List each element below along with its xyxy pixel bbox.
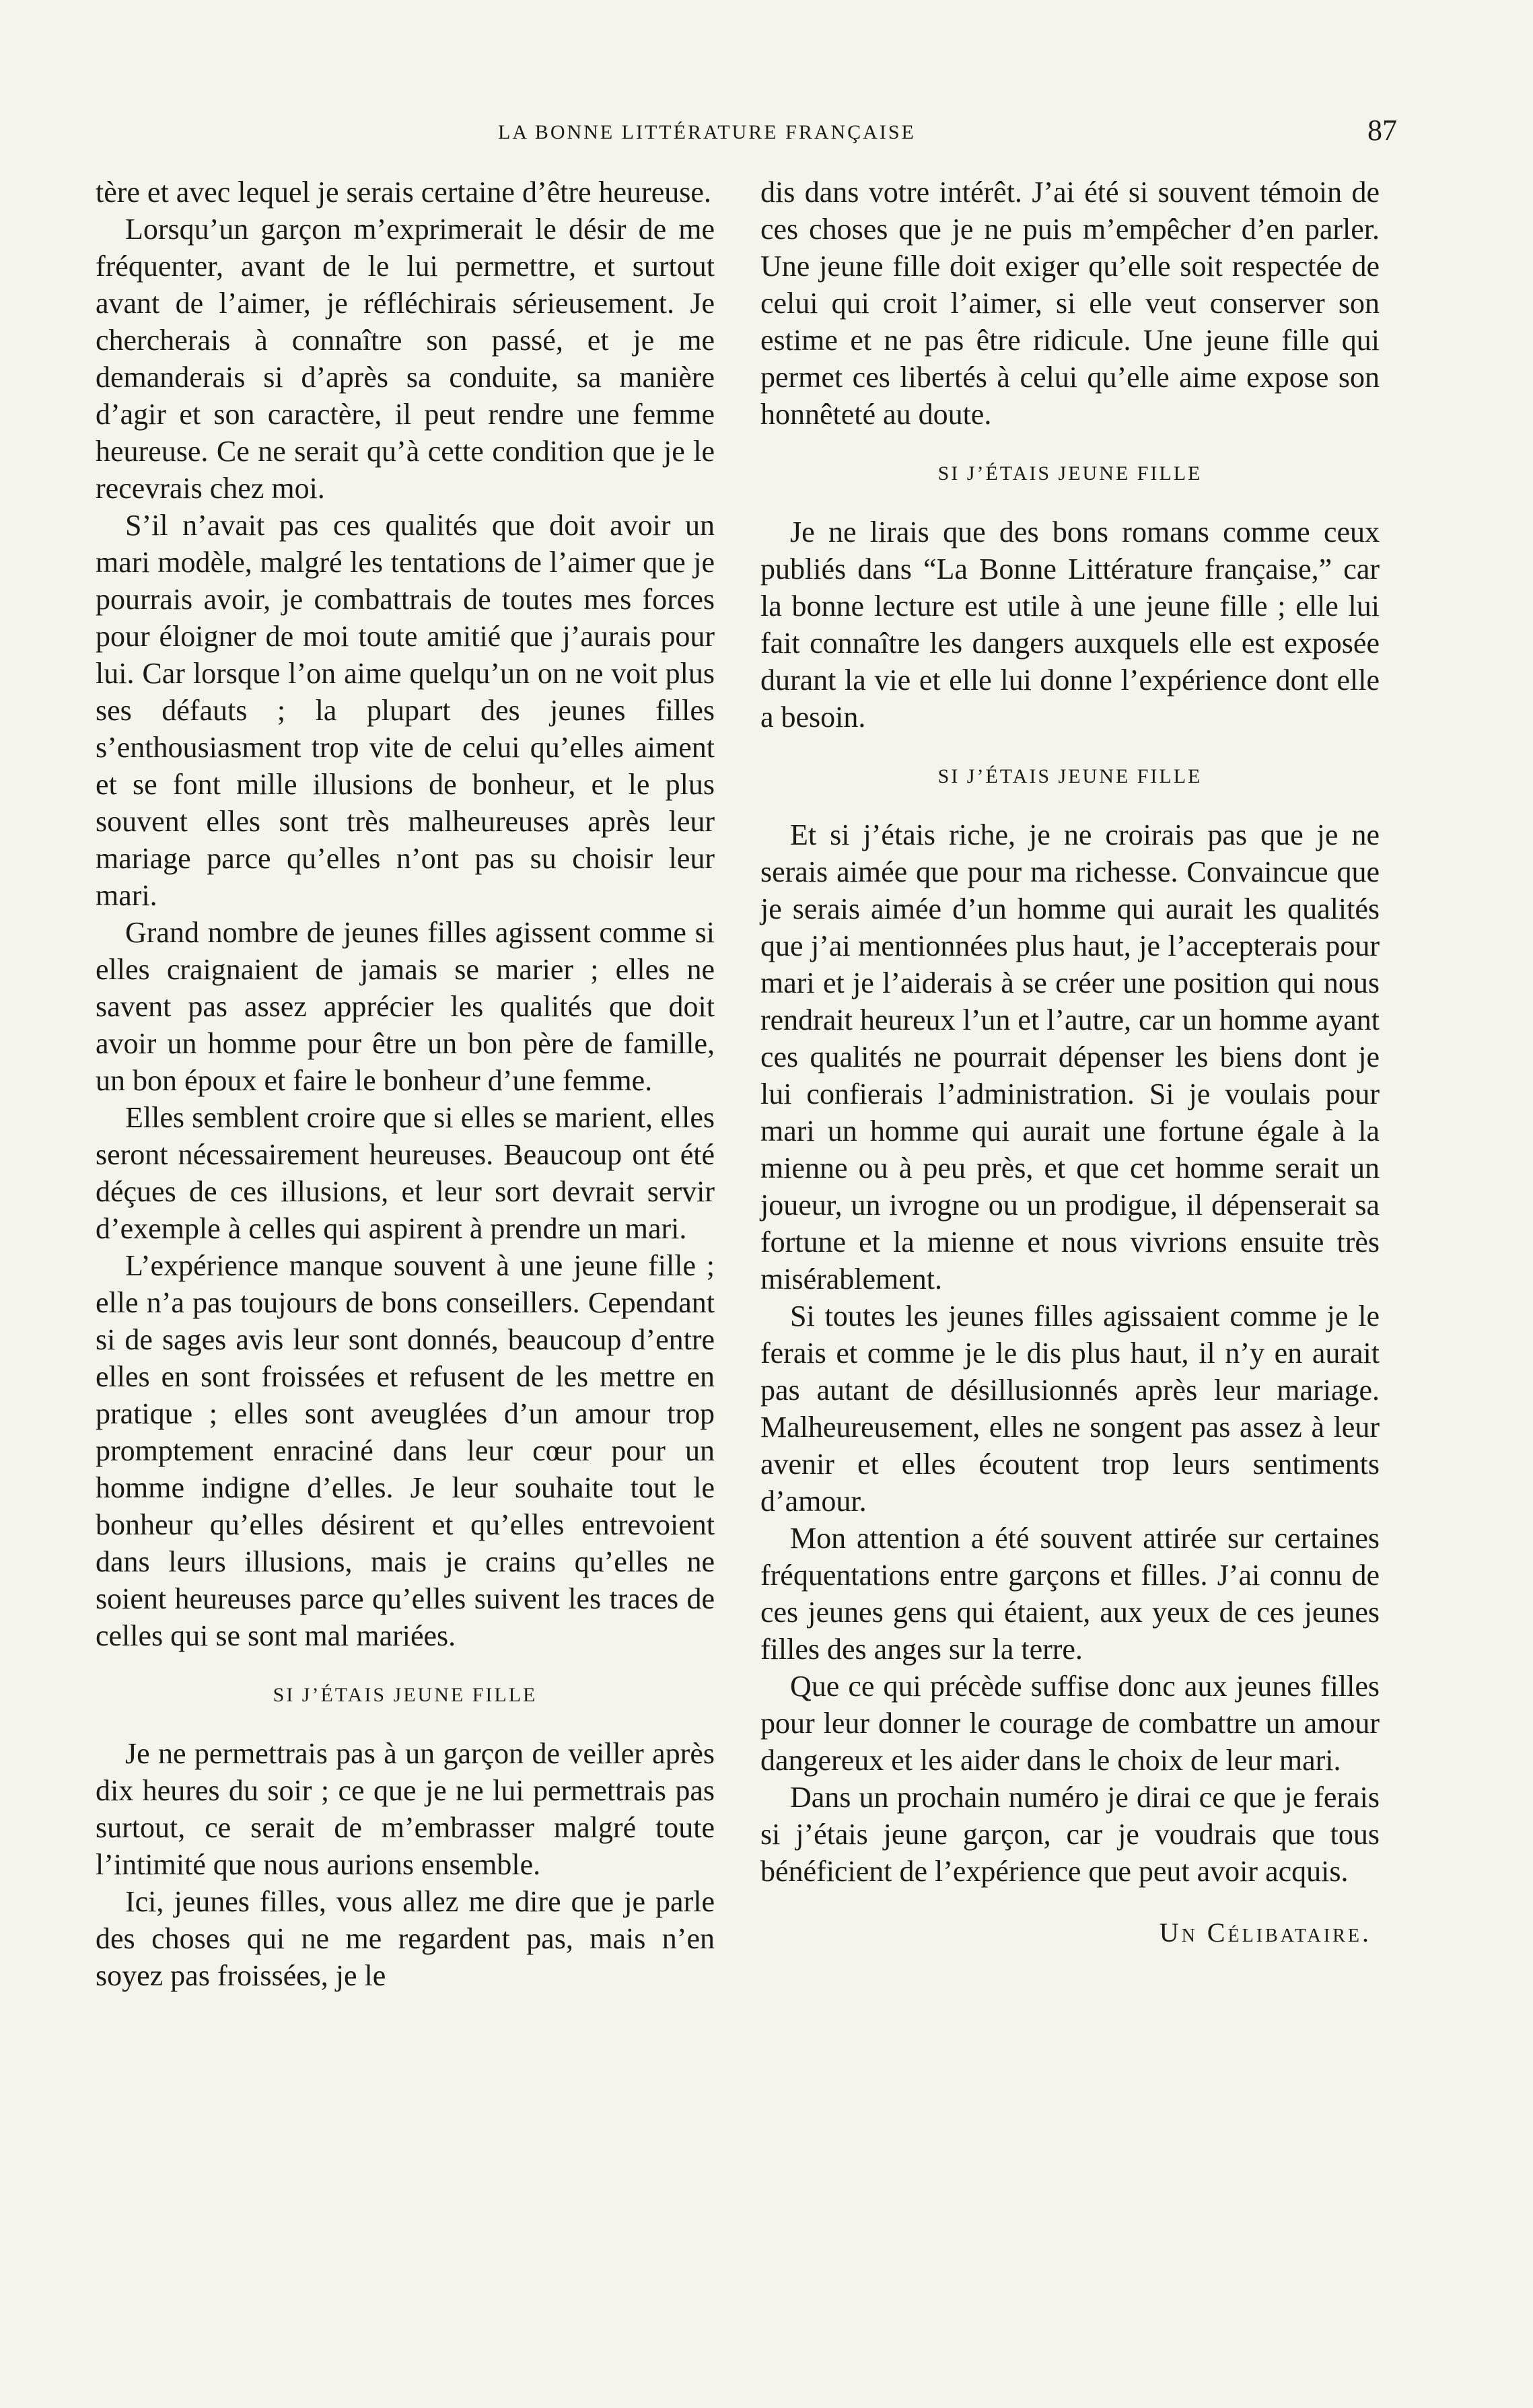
paragraph: S’il n’avait pas ces qualités que doit avoir un mari modèle, malgré les tentations de l’aimer que je pourrais avoir, je combattrais de toutes mes forces pour éloigner de moi toute amitié que j’aurais pour lui. Car lorsque l’on aime quelqu’un on ne voit plus ses défauts ; la plupart des jeunes filles s’enthousiasment trop vite de celui qu’elles aiment et se font mille illusions de bonheur, et le plus souvent elles sont très malheureuses après leur mariage parce qu’elles n’ont pas su choisir leur mari.	[96, 509, 715, 912]
paragraph: Lorsqu’un garçon m’exprimerait le désir de me fréquenter, avant de le lui permettre, et surtout avant de l’aimer, je réfléchirais sérieusement. Je chercherais à connaître son passé, et je me demanderais si d’après sa conduite, sa manière d’agir et son caractère, il peut rendre une femme heureuse. Ce ne serait qu’à cette condition que je le recevrais chez moi.	[96, 213, 715, 505]
section-heading: SI J’ÉTAIS JEUNE FILLE	[273, 1684, 538, 1706]
paragraph: Et si j’étais riche, je ne croirais pas que je ne serais aimée que pour ma richesse. Convaincue que je serais aimée d’un homme qui aurait les qualités que j’ai mentionnées plus haut, je l’accepterais pour mari et je l’aiderais à se créer une position qui nous rendrait heureux l’un et l’autre, car un homme ayant ces qualités ne pourrait dépenser les biens dont je lui confierais l’administration. Si je voulais pour mari un homme qui aurait une fortune égale à la mienne ou à peu près, et que cet homme serait un joueur, un ivrogne ou un prodigue, il dépenserait sa fortune et la mienne et nous vivrions ensuite très misérablement.	[760, 818, 1380, 1296]
left-column	[96, 174, 715, 1994]
paragraph: Que ce qui précède suffise donc aux jeunes filles pour leur donner le courage de combattre un amour dangereux et les aider dans le choix de leur mari.	[760, 1670, 1380, 1777]
paragraph: Je ne lirais que des bons romans comme ceux publiés dans “La Bonne Littérature française,” car la bonne lecture est utile à une jeune fille ; elle lui fait connaître les dangers auxquels elle est exposée durant la vie et elle lui donne l’expérience dont elle a besoin.	[760, 516, 1380, 734]
signature: Un Célibataire.	[1159, 1917, 1371, 1948]
running-title: LA BONNE LITTÉRATURE FRANÇAISE	[498, 121, 916, 143]
paragraph: Je ne permettrais pas à un garçon de veiller après dix heures du soir ; ce que je ne lui permettrais pas surtout, ce serait de m’embrasser malgré toute l’intimité que nous aurions ensemble.	[96, 1737, 715, 1881]
section-heading: SI J’ÉTAIS JEUNE FILLE	[937, 765, 1203, 787]
paragraph: L’expérience manque souvent à une jeune fille ; elle n’a pas toujours de bons conseillers. Cependant si de sages avis leur sont donnés, beaucoup d’entre elles en sont froissées et refusent de les mettre en pratique ; elles sont aveuglées d’un amour trop promptement enraciné dans leur cœur pour un homme indigne d’elles. Je leur souhaite tout le bonheur qu’elles désirent et qu’elles entrevoient dans leurs illusions, mais je crains qu’elles ne soient heureuses parce qu’elles suivent les traces de celles qui se sont mal mariées.	[96, 1249, 715, 1652]
paragraph: Elles semblent croire que si elles se marient, elles seront nécessairement heureuses. Beaucoup ont été déçues de ces illusions, et leur sort devrait servir d’exemple à celles qui aspirent à prendre un mari.	[96, 1101, 715, 1245]
paragraph: Grand nombre de jeunes filles agissent comme si elles craignaient de jamais se marier ; elles ne savent pas assez apprécier les qualités que doit avoir un homme pour être un bon père de famille, un bon époux et faire le bonheur d’une femme.	[96, 916, 715, 1097]
paragraph: dis dans votre intérêt. J’ai été si souvent témoin de ces choses que je ne puis m’empêcher d’en parler. Une jeune fille doit exiger qu’elle soit respectée de celui qui croit l’aimer, si elle veut conserver son estime et ne pas être ridicule. Une jeune fille qui permet ces libertés à celui qu’elle aime expose son honnêteté au doute.	[760, 176, 1380, 431]
section-heading: SI J’ÉTAIS JEUNE FILLE	[937, 462, 1203, 485]
paragraph: tère et avec lequel je serais certaine d’être heureuse.	[96, 176, 711, 209]
paragraph: Dans un prochain numéro je dirai ce que je ferais si j’étais jeune garçon, car je voudrais que tous bénéficient de l’expérience que peut avoir acquis.	[760, 1781, 1380, 1888]
paragraph: Ici, jeunes filles, vous allez me dire que je parle des choses qui ne me regardent pas, mais n’en soyez pas froissées, je le	[96, 1885, 715, 1992]
paragraph: Mon attention a été souvent attirée sur certaines fréquentations entre garçons et filles. J’ai connu de ces jeunes gens qui étaient, aux yeux de ces jeunes filles des anges sur la terre.	[760, 1522, 1380, 1666]
paragraph: Si toutes les jeunes filles agissaient comme je le ferais et comme je le dis plus haut, il n’y en aurait pas autant de désillusionnés après leur mariage. Malheureusement, elles ne songent pas assez à leur avenir et elles écoutent trop leurs sentiments d’amour.	[760, 1300, 1380, 1518]
right-column	[760, 174, 1380, 1948]
page-number: 87	[1367, 114, 1397, 147]
